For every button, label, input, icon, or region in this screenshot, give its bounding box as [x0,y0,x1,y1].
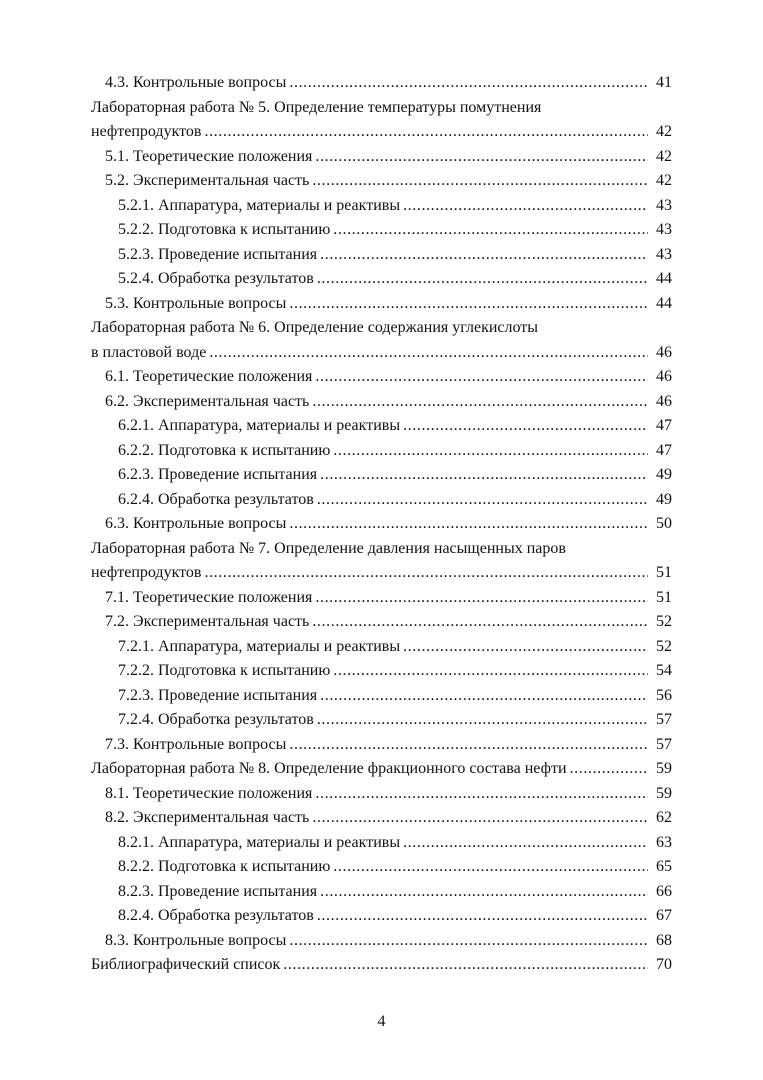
toc-entry-page: 43 [656,245,672,263]
toc-entry-title: 7.3. Контрольные вопросы [105,735,287,753]
toc-entry-page: 57 [656,711,672,728]
toc-entry-page: 47 [656,441,672,459]
toc-entry [91,292,672,317]
toc-entry-page: 63 [656,833,672,851]
toc-entry-page: 46 [656,368,672,385]
toc-dot-leader [312,390,648,415]
toc-entry-page: 68 [656,931,672,949]
toc-entry [91,757,672,782]
toc-dot-leader [312,169,648,194]
toc-entry-page: 52 [656,613,672,630]
toc-dot-leader [289,929,648,954]
toc-dot-leader [333,218,648,243]
toc-dot-leader [317,488,648,513]
toc-entry-title: 7.2.1. Аппаратура, материалы и реактивы [118,637,401,655]
toc-entry-title: Лабораторная работа № 7. Определение давления насыщенных паров [91,539,566,557]
toc-entry-title: 7.2.4. Обработка результатов [118,711,314,728]
toc-entry-title: нефтепродуктов [91,123,202,140]
toc-dot-leader [204,561,648,586]
toc-dot-leader [317,904,648,929]
toc-dot-leader [333,855,648,880]
toc-entry [91,243,672,268]
toc-entry [91,120,672,145]
toc-dot-leader [403,194,648,219]
toc-dot-leader [570,757,648,782]
toc-entry-title: Лабораторная работа № 6. Определение содержания углекислоты [91,319,539,336]
table-of-contents [91,71,672,978]
toc-entry-title: 5.2.3. Проведение испытания [118,245,318,263]
toc-entry-page: 42 [656,147,672,165]
toc-entry [91,390,672,415]
toc-dot-leader [320,463,648,488]
toc-entry [91,586,672,611]
toc-entry-page: 50 [656,515,672,532]
toc-dot-leader [289,733,648,758]
toc-entry [91,194,672,219]
toc-entry [91,512,672,537]
toc-entry-title: в пластовой воде [91,343,207,361]
page-number: 4 [377,1013,386,1030]
toc-entry-title: 8.1. Теоретические положения [105,784,313,802]
toc-entry-title: 6.2.4. Обработка результатов [118,490,314,508]
toc-entry [91,439,672,464]
toc-entry [91,635,672,660]
toc-entry-title: 5.2.2. Подготовка к испытанию [118,221,331,238]
toc-entry-title: 6.2. Экспериментальная часть [105,392,310,410]
toc-entry [91,855,672,880]
toc-entry-page: 59 [656,784,672,802]
toc-entry-page: 49 [656,490,672,508]
toc-entry-title: 5.3. Контрольные вопросы [105,294,287,312]
toc-dot-leader [320,684,648,709]
toc-dot-leader [320,243,648,268]
toc-entry-page: 51 [656,588,672,606]
toc-entry-title: 8.2.3. Проведение испытания [118,882,318,900]
toc-entry-page: 43 [656,196,672,214]
toc-dot-leader [283,953,648,978]
toc-entry-title: 6.1. Теоретические положения [105,368,313,385]
toc-entry [91,316,672,341]
toc-dot-leader [333,659,648,684]
toc-entry-page: 46 [656,343,672,361]
toc-dot-leader [289,292,648,317]
toc-entry-page: 56 [656,686,672,704]
toc-entry [91,341,672,366]
toc-dot-leader [317,708,648,733]
toc-entry [91,806,672,831]
toc-entry [91,463,672,488]
toc-entry-title: Библиографический список [91,956,281,973]
toc-entry [91,488,672,513]
toc-dot-leader [403,414,648,439]
toc-entry-title: Лабораторная работа № 5. Определение температуры помутнения [91,98,542,116]
toc-entry [91,414,672,439]
toc-entry-title: 4.3. Контрольные вопросы [105,74,287,91]
toc-entry-page: 62 [656,809,672,826]
toc-dot-leader [403,635,648,660]
toc-entry [91,684,672,709]
toc-entry [91,267,672,292]
toc-dot-leader [403,831,648,856]
toc-entry-title: 7.1. Теоретические положения [105,588,313,606]
toc-entry-page: 47 [656,417,672,434]
toc-entry [91,659,672,684]
toc-entry [91,71,672,96]
toc-dot-leader [312,806,648,831]
toc-dot-leader [315,365,648,390]
toc-entry [91,145,672,170]
toc-entry-title: Лабораторная работа № 8. Определение фракционного состава нефти [91,760,567,777]
toc-entry [91,831,672,856]
toc-dot-leader [289,71,648,96]
toc-dot-leader [333,439,648,464]
toc-entry-title: 7.2. Экспериментальная часть [105,613,310,630]
toc-entry-title: 5.2.1. Аппаратура, материалы и реактивы [118,196,401,214]
toc-entry [91,537,672,562]
toc-entry [91,782,672,807]
toc-entry-title: 8.3. Контрольные вопросы [105,931,287,949]
toc-dot-leader [315,586,648,611]
toc-entry [91,929,672,954]
toc-entry-page: 46 [656,392,672,410]
toc-dot-leader [312,610,648,635]
toc-entry-page: 42 [656,172,672,189]
toc-entry-page: 41 [656,74,672,91]
toc-entry [91,904,672,929]
toc-dot-leader [204,120,648,145]
toc-entry-title: 8.2.2. Подготовка к испытанию [118,858,331,875]
toc-entry-page: 54 [656,662,672,679]
toc-entry-title: 7.2.2. Подготовка к испытанию [118,662,331,679]
toc-entry-title: 5.1. Теоретические положения [105,147,313,165]
toc-entry-page: 51 [656,564,672,581]
toc-entry [91,953,672,978]
toc-entry [91,561,672,586]
toc-dot-leader [315,782,648,807]
toc-entry-page: 44 [656,270,672,287]
toc-entry-page: 44 [656,294,672,312]
toc-entry [91,733,672,758]
toc-entry-page: 59 [656,760,672,777]
toc-entry-page: 52 [656,637,672,655]
toc-entry-page: 70 [656,956,672,973]
toc-entry [91,365,672,390]
toc-entry-page: 49 [656,466,672,483]
toc-entry-title: нефтепродуктов [91,564,202,581]
toc-entry-title: 6.2.1. Аппаратура, материалы и реактивы [118,417,401,434]
toc-entry [91,218,672,243]
toc-dot-leader [317,267,648,292]
toc-entry [91,169,672,194]
toc-entry [91,96,672,121]
toc-entry-page: 67 [656,907,672,924]
toc-entry-page: 43 [656,221,672,238]
toc-entry-title: 6.2.2. Подготовка к испытанию [118,441,331,459]
toc-entry-title: 6.2.3. Проведение испытания [118,466,318,483]
toc-entry-page: 66 [656,882,672,900]
toc-entry-title: 8.2. Экспериментальная часть [105,809,310,826]
toc-entry [91,610,672,635]
toc-entry-title: 5.2.4. Обработка результатов [118,270,314,287]
toc-entry-title: 5.2. Экспериментальная часть [105,172,310,189]
toc-dot-leader [289,512,648,537]
toc-entry-title: 8.2.4. Обработка результатов [118,907,314,924]
toc-dot-leader [315,145,648,170]
toc-entry-page: 65 [656,858,672,875]
toc-entry-page: 42 [656,123,672,140]
toc-entry [91,708,672,733]
toc-entry [91,880,672,905]
toc-dot-leader [209,341,648,366]
toc-entry-page: 57 [656,735,672,753]
toc-entry-title: 7.2.3. Проведение испытания [118,686,318,704]
toc-entry-title: 8.2.1. Аппаратура, материалы и реактивы [118,833,401,851]
toc-dot-leader [320,880,648,905]
toc-entry-title: 6.3. Контрольные вопросы [105,515,287,532]
